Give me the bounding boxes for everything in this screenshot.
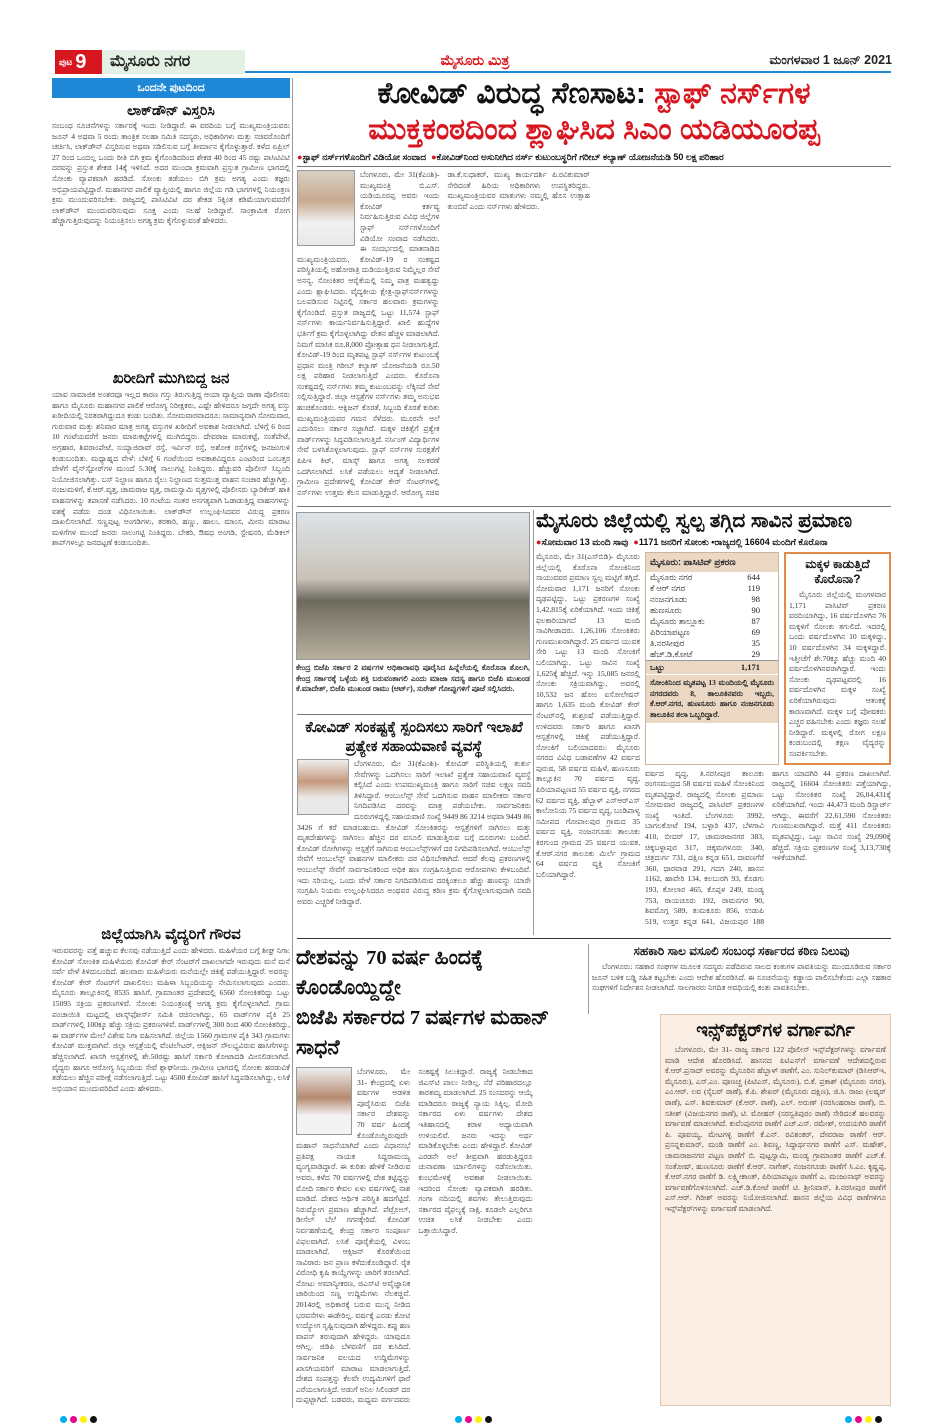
print-registration-marks bbox=[455, 1410, 495, 1428]
helpline-story bbox=[297, 718, 531, 935]
table-row bbox=[646, 583, 778, 594]
helpline-text: ಬೆಂಗಳೂರು, ಮೇ 31(ಕೆಎಂಶಿ)- ಕೋವಿಡ್ ಪರಿಸ್ಥಿತಿಯಲ್ಲಿ ತುರ್ತು ಸೇವೆಗಳನ್ನು ಒದಗಿಸಲು ಸಾರಿಗೆ ಇಲಾಖೆ ಪ್ರತ್ಯೇಕ ಸಹಾಯವಾಣಿ ವ್ಯವಸ್ಥೆ ಕಲ್ಪಿಸಿದೆ ಎಂದು ಉಪಮುಖ್ಯಮಂತ್ರಿ ಹಾಗೂ ಸಾರಿಗೆ ಸಚಿವ ಲಕ್ಷ್ಮಣ ಸವದಿ ತಿಳಿಸಿದ್ದಾರೆ. ಆಂಬುಲೆನ್ಸ್ ಸೇವೆ ಒದಗಿಸುವ ವಾಹನ ಮಾಲೀಕರು ಸರ್ಕಾರ ನಿಗದಿಪಡಿಸಿದ ದರವನ್ನು ಮಾತ್ರ ಪಡೆಯಬೇಕು. ಸಾರ್ವಜನಿಕರು ದೂರುಗಳಿದ್ದಲ್ಲಿ ಸಹಾಯವಾಣಿ ಸಂಖ್ಯೆ 9449 86 3214 ಅಥವಾ 9449 86 3426 ಗೆ ಕರೆ ಮಾಡಬಹುದು. ಕೋವಿಡ್ ಸೋಂಕಿತರನ್ನು ಆಸ್ಪತ್ರೆಗಳಿಗೆ ಸಾಗಿಸಲು ಮತ್ತು ಮೃತದೇಹಗಳನ್ನು ಸಾಗಿಸಲು ಹೆಚ್ಚಿನ ದರ ವಸೂಲಿ ಮಾಡುತ್ತಿರುವ ಬಗ್ಗೆ ದೂರುಗಳು ಬಂದಿವೆ. ಕೋವಿಡ್ ರೋಗಿಗಳನ್ನು ಆಸ್ಪತ್ರೆಗೆ ಸಾಗಿಸುವ ಆಂಬುಲೆನ್ಸ್‌ಗಳಿಗೆ ದರ ನಿಗದಿಪಡಿಸಲಾಗಿದೆ. ಆಂಬುಲೆನ್ಸ್ ಸೇವೆಗೆ ಆಂಬುಲೆನ್ಸ್ ವಾಹನಗಳ ಮಾಲೀಕರು ದರ ವಿಧಿಸಬೇಕಾಗಿದೆ. ಆದರೆ ಕೆಲವು ಪ್ರಕರಣಗಳಲ್ಲಿ ಆಂಬುಲೆನ್ಸ್ ಸೇವೆಗೆ ಸಾರ್ವಜನಿಕರಿಂದ ಅಧಿಕ ಹಣ ಸಂಗ್ರಹಿಸುತ್ತಿರುವ ಆರೋಪಗಳು ಕೇಳಿಬಂದಿವೆ. ಇದು ಸರಿಯಲ್ಲ. ಒಂದು ವೇಳೆ ಸರ್ಕಾರ ನಿಗದಿಪಡಿಸಿರುವ ದರಕ್ಕಿಂತಲೂ ಹೆಚ್ಚು ಹಣವನ್ನು ಯಾರೇ ಸಂಗ್ರಹಿಸಿ ನಿಯಮ ಉಲ್ಲಂಘಿಸಿದರೂ ಅಂಥವರ ವಿರುದ್ಧ ಕಠಿಣ ಕ್ರಮ ಕೈಗೊಳ್ಳಲಾಗುವುದಾಗಿ ಸವದಿ ಅವರು ಎಚ್ಚರಿಕೆ ನೀಡಿದ್ದಾರೆ. bbox=[297, 759, 531, 906]
table-title: ಮೈಸೂರು: ಪಾಸಿಟಿವ್ ಪ್ರಕರಣ bbox=[646, 553, 778, 572]
bjp-headline-line-2: ಬಿಜೆಪಿ ಸರ್ಕಾರದ 7 ವರ್ಷಗಳ ಮಹಾನ್ ಸಾಧನೆ bbox=[296, 1007, 550, 1059]
case-count: 29 bbox=[751, 649, 760, 659]
kids-corona-box bbox=[784, 552, 891, 765]
bjp-cow-worship-photo bbox=[296, 512, 530, 660]
from-page-one-banner: ಒಂದನೇ ಪುಟದಿಂದ bbox=[52, 78, 290, 98]
place-name: ನಂಜನಗೂಡು bbox=[650, 594, 688, 604]
section-name: ಮೈಸೂರು ನಗರ bbox=[102, 50, 245, 74]
page-label: ಪುಟ bbox=[59, 56, 73, 67]
table-row bbox=[646, 605, 778, 616]
place-name: ಮೈಸೂರು ನಗರ bbox=[650, 572, 693, 582]
article-title: ಖರೀದಿಗೆ ಮುಗಿಬಿದ್ದ ಜನ bbox=[112, 370, 230, 387]
bjp-story bbox=[296, 943, 655, 1406]
transfers-body: ಬೆಂಗಳೂರು, ಮೇ 31- ರಾಜ್ಯ ಸರ್ಕಾರ 122 ಪೊಲೀಸ್ ಇನ್ಸ್‌ಪೆಕ್ಟರ್‌ಗಳನ್ನು ವರ್ಗಾವಣೆ ಮಾಡಿ ಆದೇಶ ಹೊರಡಿಸಿದೆ. ಹಾಸನದ ಪಿಟಿಎಸ್‌ಗೆ ವರ್ಗಾವಣೆ ಆದೇಶದಲ್ಲಿರುವ ಕೆ.ಆರ್.ಪ್ರಸಾದ್ ಅವರನ್ನು ಮೈಸೂರಿನ ಹೆಬ್ಬಾಳ್ ಠಾಣೆಗೆ, ಎಂ. ಸುನಿಲ್‌ಕುಮಾರ್ (ಡಿಸಿಆರ್‌ಇ, ಮೈಸೂರು), ಎಸ್.ಎಂ. ಪೂಣಚ್ಚ (ಪಿಟಿಎಸ್, ಮೈಸೂರು), ಬಿ.ಕೆ. ಪ್ರಕಾಶ್ (ಮೈಸೂರು ನಗರ), ಎಂ.ಆರ್. ಲವ (ಸೈಬರ್ ಠಾಣೆ), ಕೆ.ಪಿ. ಶೇಖರ್ (ಮೈಸೂರು ದಕ್ಷಿಣ), ಜಿ.ಸಿ. ರಾಜು (ಲಷ್ಕರ್ ಠಾಣೆ), ಎಸ್. ಶಿವಕುಮಾರ್ (ಕೆ.ಆರ್. ಠಾಣೆ), ಎಲ್. ಅರುಣ್ (ನರಸಿಂಹರಾಜ ಠಾಣೆ), ಬಿ. ಸತೀಶ್ (ವಿಜಯನಗರ ಠಾಣೆ), ಟಿ. ಮೋಹನ್ (ಸರಸ್ವತಿಪುರಂ ಠಾಣೆ) ಸೇರಿದಂತೆ ಹಲವರನ್ನು ವರ್ಗಾವಣೆ ಮಾಡಲಾಗಿದೆ. ಕುವೆಂಪುನಗರ ಠಾಣೆಗೆ ಎಚ್.ಎಸ್. ರಮೇಶ್, ಉದಯಗಿರಿ ಠಾಣೆಗೆ ಪಿ. ಪೂವಯ್ಯ, ಮೇಟಗಳ್ಳಿ ಠಾಣೆಗೆ ಕೆ.ಎನ್. ರವಿಶಂಕರ್, ದೇವರಾಜ ಠಾಣೆಗೆ ಆರ್. ಪ್ರಸನ್ನಕುಮಾರ್, ಮಂಡಿ ಠಾಣೆಗೆ ಎಂ. ಶಿವಣ್ಣ, ಸಿದ್ಧಾರ್ಥನಗರ ಠಾಣೆಗೆ ಎಸ್. ಮಹೇಶ್, ಚಾಮರಾಜನಗರ ಪಟ್ಟಣ ಠಾಣೆಗೆ ಬಿ. ಪುಟ್ಟಸ್ವಾಮಿ, ಮಂಡ್ಯ ಗ್ರಾಮಾಂತರ ಠಾಣೆಗೆ ಎಚ್.ಕೆ. ಸಂತೋಷ್, ಹುಣಸೂರು ಠಾಣೆಗೆ ಕೆ.ಆರ್. ನಾಗೇಶ್, ನಂಜನಗೂಡು ಠಾಣೆಗೆ ಸಿ.ಎಂ. ಕೃಷ್ಣಪ್ಪ, ಕೆ.ಆರ್.ನಗರ ಠಾಣೆಗೆ ಡಿ. ಲಕ್ಷ್ಮೀಕಾಂತ್, ಪಿರಿಯಾಪಟ್ಟಣ ಠಾಣೆಗೆ ಎ. ಮಂಜುನಾಥ್ ಅವರನ್ನು ವರ್ಗಾವಣೆಗೊಳಿಸಲಾಗಿದೆ. ಎಚ್.ಡಿ.ಕೋಟೆ ಠಾಣೆಗೆ ಟಿ. ಶ್ರೀನಿವಾಸ್, ತಿ.ನರಸೀಪುರ ಠಾಣೆಗೆ ಎಸ್.ಆರ್. ಗಿರೀಶ್ ಅವರನ್ನು ನಿಯೋಜಿಸಲಾಗಿದೆ. ಹಾಸನ ಜಿಲ್ಲೆಯ ವಿವಿಧ ಠಾಣೆಗಳಿಗೂ ಇನ್ಸ್‌ಪೆಕ್ಟರ್‌ಗಳನ್ನು ವರ್ಗಾವಣೆ ಮಾಡಲಾಗಿದೆ. bbox=[665, 1045, 886, 1213]
article-body: ಸಂಬಂಧ ಸೂಚನೆಗಳನ್ನು ಸರ್ಕಾರಕ್ಕೆ ಇಂದು ನೀಡಿದ್ದಾರೆ. ಈ ವರದಿಯ ಬಗ್ಗೆ ಮುಖ್ಯಮಂತ್ರಿಯವರು ಜೂನ್ 4 ಅಥವಾ 5 ರಂದು ತಾಂತ್ರಿಕ ಸಲಹಾ ಸಮಿತಿ ಸದಸ್ಯರು, ಅಧಿಕಾರಿಗಳು ಮತ್ತು ಸಚಿವರೊಂದಿಗೆ ಚರ್ಚಿಸಿ, ಲಾಕ್‌ಡೌನ್ ವಿಸ್ತರಿಸುವ ಅಥವಾ ಸಡಿಲಿಸುವ ಬಗ್ಗೆ ತೀರ್ಮಾನ ಕೈಗೊಳ್ಳುತ್ತಾರೆ. ಕಳೆದ ಏಪ್ರಿಲ್ 27 ರಿಂದ ಒಂದಲ್ಲ ಒಂದು ರೀತಿ ಬಿಗಿ ಕ್ರಮ ಕೈಗೊಂಡಿದರಿಂದ ಶೇಕಡ 40 ರಿಂದ 45 ರಷ್ಟು ಪಾಸಿಟಿವಿಟಿ ದರವನ್ನು ಪ್ರಸ್ತುತ ಶೇಕಡ 14ಕ್ಕೆ ಇಳಿಸಿದೆ. ಅದರ ಮುಂದಾ ಕ್ರಮವಾಗಿ ಪ್ರಸ್ತುತ ಗ್ರಾಮೀಣ ಭಾಗದಲ್ಲಿ ಸೋಂಕು ವ್ಯಾಪಕವಾಗಿ ಹರಡಿದೆ. ಸೋಂಕು ತಡೆಯಲು ಬಿಗಿ ಕ್ರಮ ಅಗತ್ಯ ಎಂದು ತಜ್ಞರು ಅಭಿಪ್ರಾಯಪಟ್ಟಿದ್ದಾರೆ. ಮಹಾನಗರ ಪಾಲಿಕೆ ವ್ಯಾಪ್ತಿಯಲ್ಲಿ ಹಾಗೂ ಜಿಲ್ಲೆಯ ಗಡಿ ಭಾಗಗಳಲ್ಲಿ ನಿಯಂತ್ರಣ ಕ್ರಮ ಮುಂದುವರಿಸಬೇಕು. ರಾಜ್ಯದಲ್ಲಿ ಪಾಸಿಟಿವಿಟಿ ದರ ಶೇಕಡ 5ಕ್ಕಿಂತ ಕಡಿಮೆಯಾಗುವವರೆಗೆ ಲಾಕ್‌ಡೌನ್ ಮುಂದುವರಿಸುವುದು ಸೂಕ್ತ ಎಂದು ಸಲಹೆ ನೀಡಿದ್ದಾರೆ. ಸಾಂಕ್ರಾಮಿಕ ರೋಗ ಹೆಚ್ಚಾಗುತ್ತಿರುವುದನ್ನು ನಿಯಂತ್ರಿಸಲು ಅಗತ್ಯ ಕ್ರಮ ಕೈಗೊಳ್ಳುವಂತೆ ಹೇಳಿದರು. bbox=[52, 121, 290, 226]
page-number: 9 bbox=[75, 50, 87, 73]
lead-headline bbox=[297, 76, 891, 148]
deaths-subheads: ●ಸೋಮವಾರ 13 ಮಂದಿ ಸಾವು ●1171 ಜನರಿಗೆ ಸೋಂಕು •ರಾಜ್ಯದಲ್ಲಿ 16604 ಮಂದಿಗೆ ಕೊರೊನಾ bbox=[536, 537, 828, 547]
case-count: 644 bbox=[747, 572, 760, 582]
deaths-subhead: ಸೋಮವಾರ 13 ಮಂದಿ ಸಾವು bbox=[541, 537, 629, 547]
deaths-body: ಮೈಸೂರು, ಮೇ 31(ಎಸ್‌ಬಿಡಿ)- ಮೈಸೂರು ಜಿಲ್ಲೆಯಲ್ಲಿ ಕೊರೊನಾ ಸೋಂಕಿನಿಂದ ಸಾಯುವವರ ಪ್ರಮಾಣ ಸ್ವಲ್ಪ ಮಟ್ಟಿಗೆ ತಗ್ಗಿದೆ. ಸೋಮವಾರ 1,171 ಜನರಿಗೆ ಸೋಂಕು ದೃಢಪಟ್ಟಿದ್ದು, ಒಟ್ಟು ಪ್ರಕರಣಗಳ ಸಂಖ್ಯೆ 1,42,815ಕ್ಕೆ ಏರಿಕೆಯಾಗಿದೆ. ಇಂದು ಚಿಕಿತ್ಸೆ ಫಲಕಾರಿಯಾಗದೆ 13 ಮಂದಿ ಸಾವಿಗೀಡಾದರು. 1,26,106 ಸೋಂಕಿತರು ಗುಣಮುಖರಾಗಿದ್ದಾರೆ. 25 ವರ್ಷದ ಯುವಕ ಸೇರಿ ಒಟ್ಟು 13 ಮಂದಿ ಸೋಂಕಿಗೆ ಬಲಿಯಾಗಿದ್ದು, ಒಟ್ಟು ಸಾವಿನ ಸಂಖ್ಯೆ 1,625ಕ್ಕೆ ಹೆಚ್ಚಿದೆ. ಇನ್ನು 15,085 ಜನರಲ್ಲಿ ಸೋಂಕು ಸಕ್ರಿಯವಾಗಿದ್ದು, ಅವರಲ್ಲಿ 10,532 ಜನ ಹೋಂ ಐಸೋಲೇಷನ್ ಹಾಗೂ 1,635 ಮಂದಿ ಕೋವಿಡ್ ಕೇರ್ ಸೆಂಟರ್‌ನಲ್ಲಿ ಶುಶ್ರೂಷೆ ಪಡೆಯುತ್ತಿದ್ದಾರೆ. ಉಳಿದವರು ಸರ್ಕಾರಿ ಹಾಗೂ ಖಾಸಗಿ ಆಸ್ಪತ್ರೆಗಳಲ್ಲಿ ಚಿಕಿತ್ಸೆ ಪಡೆಯುತ್ತಿದ್ದಾರೆ. ಸೋಂಕಿಗೆ ಬಲಿಯಾದವರು: ಮೈಸೂರು ನಗರದ ವಿವಿಧ ಬಡಾವಣೆಗಳ 42 ವರ್ಷದ ಪುರುಷ, 58 ವರ್ಷದ ಮಹಿಳೆ, ಹುಣಸೂರು ತಾಲ್ಲೂಕಿನ 70 ವರ್ಷದ ವೃದ್ಧ, ಪಿರಿಯಾಪಟ್ಟಣದ 55 ವರ್ಷದ ವ್ಯಕ್ತಿ, ನಗರದ 62 ವರ್ಷದ ವ್ಯಕ್ತಿ, ಹೆಬ್ಬಾಳ್ ಎಸ್‌ಆರ್‌ಎಸ್ ಕಾಲೋನಿಯ 75 ವರ್ಷದ ವೃದ್ಧ, ಬಂಡಿಪಾಳ್ಯ ಸಮೀಪದ ಗೋಪಾಲಪುರ ಗ್ರಾಮದ 35 ವರ್ಷದ ವ್ಯಕ್ತಿ, ನಂಜನಗೂಡು ತಾಲೂಕು ಕಿರಗುಂದ ಗ್ರಾಮದ 25 ವರ್ಷದ ಯುವಕ, ಕೆ.ಆರ್.ನಗರ ತಾಲೂಕು ಮಿರ್ಲೆ ಗ್ರಾಮದ 64 ವರ್ಷದ ವ್ಯಕ್ತಿ ಸೋಂಕಿಗೆ ಬಲಿಯಾಗಿದ್ದಾರೆ. bbox=[536, 552, 640, 879]
deaths-right-area bbox=[645, 552, 891, 935]
photo-caption: ಕೇಂದ್ರ ಬಿಜೆಪಿ ಸರ್ಕಾರ 2 ವರ್ಷಗಳ ಅಧಿಕಾರಾವಧಿ ಪೂರೈಸಿದ ಹಿನ್ನೆಲೆಯಲ್ಲಿ ಕೊರೊನಾ ತೊಲಗಿ, ಕೇಂದ್ರ ಸರ್ಕಾರಕ್ಕೆ ಒಳ್ಳೆಯ ಶಕ್ತಿ ಬರುವಂತಾಗಲಿ ಎಂದು ಮಾಜಾ ಸದಸ್ಯ ಹಾಗೂ ಬಿಜೆಪಿ ಮುಖಂಡ ಕೆ.ಮಾದೇಶ್, ಬಿಜೆಪಿ ಮುಖಂಡ ರಾಮು (ಆರ್ಟ್), ಸುರೇಶ್ ಗೋಪ್ಪುಗಳಿಗೆ ಪೂಜೆ ಸಲ್ಲಿಸಿದರು. bbox=[296, 663, 530, 694]
photo-block bbox=[296, 512, 530, 712]
table-total-row bbox=[646, 660, 778, 674]
lead-rule bbox=[297, 166, 891, 167]
positive-cases-table bbox=[645, 552, 779, 765]
case-count: 69 bbox=[751, 627, 760, 637]
table-row bbox=[646, 572, 778, 583]
section-rule bbox=[297, 938, 891, 939]
table-row bbox=[646, 627, 778, 638]
transfers-box bbox=[660, 1014, 891, 1406]
kids-box-body: ಮೈಸೂರು ಜಿಲ್ಲೆಯಲ್ಲಿ ಮಂಗಳವಾರ 1,171 ಪಾಸಿಟಿವ್ ಪ್ರಕರಣ ವರದಿಯಾಗಿದ್ದು, 16 ವರ್ಷದೊಳಗಿನ 76 ಮಕ್ಕಳಿಗೆ ಸೋಂಕು ತಗುಲಿದೆ. ಇದರಲ್ಲಿ ಒಂದು ವರ್ಷದೊಳಗಿನ 10 ಮಕ್ಕಳಿದ್ದು, 10 ವರ್ಷದೊಳಗಿನ 34 ಮಕ್ಕಳಿದ್ದಾರೆ. ಇತ್ತೀಚೆಗೆ ಶೇ.70ಕ್ಕೂ ಹೆಚ್ಚು ಮಂದಿ 40 ವರ್ಷದೊಳಗಿನವರಾಗಿದ್ದಾರೆ. ಇಂದು ಸೋಂಕು ದೃಢಪಟ್ಟವರಲ್ಲಿ 16 ವರ್ಷದೊಳಗಿನ ಮಕ್ಕಳ ಸಂಖ್ಯೆ ಏರಿಕೆಯಾಗಿರುವುದು ಆತಂಕಕ್ಕೆ ಕಾರಣವಾಗಿದೆ. ಮಕ್ಕಳ ಬಗ್ಗೆ ಪೋಷಕರು ಎಚ್ಚರ ವಹಿಸಬೇಕು ಎಂದು ತಜ್ಞರು ಸಲಹೆ ನೀಡಿದ್ದಾರೆ. ಮಕ್ಕಳಲ್ಲಿ ರೋಗ ಲಕ್ಷಣ ಕಂಡುಬಂದಲ್ಲಿ ತಕ್ಷಣ ವೈದ್ಯರನ್ನು ಸಂಪರ್ಕಿಸಬೇಕು. bbox=[789, 590, 886, 758]
lead-article-body bbox=[297, 170, 891, 504]
table-row bbox=[646, 594, 778, 605]
bjp-headline-line-1: ದೇಶವನ್ನು 70 ವರ್ಷ ಹಿಂದಕ್ಕೆ ಕೊಂಡೊಯ್ದಿದ್ದೇ bbox=[296, 947, 484, 999]
column-divider bbox=[588, 944, 589, 1014]
bjp-text: ಬೆಂಗಳೂರು, ಮೇ 31- ಕೇಂದ್ರದಲ್ಲಿ ಏಳು ವರ್ಷಗಳ ಆಡಳಿತ ಪೂರೈಸಿರುವ ಬಿಜೆಪಿ ಸರ್ಕಾರ ದೇಶವನ್ನು 70 ವರ್ಷ ಹಿಂದಕ್ಕೆ ಕೊಂಡೊಯ್ದಿರುವುದೇ ಮಹಾನ್ ಸಾಧನೆಯಾಗಿದೆ ಎಂದು ವಿಧಾನಸಭೆ ಪ್ರತಿಪಕ್ಷ ನಾಯಕ ಸಿದ್ದರಾಮಯ್ಯ ವ್ಯಂಗ್ಯವಾಡಿದ್ದಾರೆ. ಈ ಕುರಿತು ಹೇಳಿಕೆ ನೀಡಿರುವ ಅವರು, ಕಳೆದ 70 ವರ್ಷಗಳಲ್ಲಿ ದೇಶ ಕಟ್ಟಿದ್ದನ್ನು ಮೋದಿ ಸರ್ಕಾರ ಕೇವಲ ಏಳು ವರ್ಷಗಳಲ್ಲಿ ನಾಶ ಮಾಡಿದೆ. ದೇಶದ ಆರ್ಥಿಕ ಪರಿಸ್ಥಿತಿ ಹದಗೆಟ್ಟಿದೆ. ನಿರುದ್ಯೋಗ ಪ್ರಮಾಣ ಹೆಚ್ಚಾಗಿದೆ. ಪೆಟ್ರೋಲ್, ಡೀಸೆಲ್ ಬೆಲೆ ಗಗನಕ್ಕೇರಿದೆ. ಕೋವಿಡ್ ನಿರ್ವಹಣೆಯಲ್ಲಿ ಕೇಂದ್ರ ಸರ್ಕಾರ ಸಂಪೂರ್ಣ ವಿಫಲವಾಗಿದೆ. ಲಸಿಕೆ ಪೂರೈಕೆಯಲ್ಲಿ ವಿಳಂಬ ಮಾಡಲಾಗಿದೆ. ಆಕ್ಸಿಜನ್ ಕೊರತೆಯಿಂದ ಸಾವಿರಾರು ಜನ ಪ್ರಾಣ ಕಳೆದುಕೊಂಡಿದ್ದಾರೆ. ರೈತ ವಿರೋಧಿ ಕೃಷಿ ಕಾಯ್ದೆಗಳನ್ನು ಜಾರಿಗೆ ತರಲಾಗಿದೆ. ನೋಟು ಅಮಾನ್ಯೀಕರಣ, ಜಿಎಸ್‌ಟಿ ಅವೈಜ್ಞಾನಿಕ ಜಾರಿಯಿಂದ ಸಣ್ಣ ಉದ್ದಿಮೆಗಳು ನೆಲಕಚ್ಚಿವೆ. 2014ರಲ್ಲಿ ಅಧಿಕಾರಕ್ಕೆ ಬರುವ ಮುನ್ನ ನೀಡಿದ ಭರವಸೆಗಳು ಈಡೇರಿಲ್ಲ. ವರ್ಷಕ್ಕೆ ಎರಡು ಕೋಟಿ ಉದ್ಯೋಗ ಸೃಷ್ಟಿಸುವುದಾಗಿ ಹೇಳಿದ್ದರು. ಕಪ್ಪು ಹಣ ವಾಪಸ್ ತರುವುದಾಗಿ ಹೇಳಿದ್ದರು. ಯಾವುದೂ ಆಗಿಲ್ಲ. ಜಿಡಿಪಿ ಬೆಳವಣಿಗೆ ದರ ಕುಸಿದಿದೆ. ಸಾರ್ವಜನಿಕ ವಲಯದ ಉದ್ದಿಮೆಗಳನ್ನು ಖಾಸಗಿಯವರಿಗೆ ಮಾರಾಟ ಮಾಡಲಾಗುತ್ತಿದೆ. ದೇಶದ ಸಂಪತ್ತನ್ನು ಕೆಲವೇ ಉದ್ಯಮಿಗಳಿಗೆ ಧಾರೆ ಎರೆಯಲಾಗುತ್ತಿದೆ. ಅಡುಗೆ ಅನಿಲ ಸಿಲಿಂಡರ್ ದರ ದುಪ್ಪಟ್ಟಾಗಿದೆ. ಬಡವರು, ಮಧ್ಯಮ ವರ್ಗದವರು ಸಂಕಷ್ಟಕ್ಕೆ ಸಿಲುಕಿದ್ದಾರೆ. ರಾಜ್ಯಕ್ಕೆ ನೀಡಬೇಕಾದ ಜಿಎಸ್‌ಟಿ ಪಾಲು ನೀಡಿಲ್ಲ. ನೆರೆ ಪರಿಹಾರದಲ್ಲೂ ತಾರತಮ್ಯ ಮಾಡಲಾಗಿದೆ. 25 ಸಂಸದರನ್ನು ಆಯ್ಕೆ ಮಾಡಿದರೂ ರಾಜ್ಯಕ್ಕೆ ನ್ಯಾಯ ಸಿಕ್ಕಿಲ್ಲ. ಮೋದಿ ಸರ್ಕಾರದ ಏಳು ವರ್ಷಗಳು ದೇಶದ ಇತಿಹಾಸದಲ್ಲಿ ಕರಾಳ ಅಧ್ಯಾಯವಾಗಿ ಉಳಿಯಲಿವೆ. ಜನರು ಇದನ್ನು ಅರ್ಥ ಮಾಡಿಕೊಳ್ಳಬೇಕು ಎಂದು ಹೇಳಿದ್ದಾರೆ. ಕೋವಿಡ್ ಎರಡನೇ ಅಲೆ ತೀವ್ರವಾಗಿ ಹರಡುತ್ತಿದ್ದರೂ ಚುನಾವಣಾ ರ್ಯಾಲಿಗಳನ್ನು ನಡೆಸಲಾಯಿತು. ಕುಂಭಮೇಳಕ್ಕೆ ಅವಕಾಶ ನೀಡಲಾಯಿತು. ಇದರಿಂದ ಸೋಂಕು ವ್ಯಾಪಕವಾಗಿ ಹರಡಿತು. ಗಂಗಾ ನದಿಯಲ್ಲಿ ಶವಗಳು ತೇಲುತ್ತಿರುವುದು ಸರ್ಕಾರದ ವೈಫಲ್ಯಕ್ಕೆ ಸಾಕ್ಷಿ. ಕೂಡಲೇ ಎಲ್ಲರಿಗೂ ಉಚಿತ ಲಸಿಕೆ ನೀಡಬೇಕು ಎಂದು ಒತ್ತಾಯಿಸಿದ್ದಾರೆ. bbox=[296, 1067, 533, 1405]
lead-article-text: ಬೆಂಗಳೂರು, ಮೇ 31(ಕೆಎಂಶಿ)- ಮುಖ್ಯಮಂತ್ರಿ ಬಿ.ಎಸ್. ಯಡಿಯೂರಪ್ಪ ಅವರು ಇಂದು ಕೋವಿಡ್ ಕರ್ತವ್ಯ ನಿರ್ವಹಿಸುತ್ತಿರುವ ವಿವಿಧ ಜಿಲ್ಲೆಗಳ ಸ್ಟಾಫ್ ನರ್ಸ್‌ಗಳೊಂದಿಗೆ ವಿಡಿಯೋ ಸಂವಾದ ನಡೆಸಿದರು. ಈ ಸಂದರ್ಭದಲ್ಲಿ ಮಾತನಾಡಿದ ಮುಖ್ಯಮಂತ್ರಿಯವರು, ಕೋವಿಡ್-19 ರ ಸಂಕಷ್ಟದ ಪರಿಸ್ಥಿತಿಯಲ್ಲಿ ಅಹೋರಾತ್ರಿ ದುಡಿಯುತ್ತಿರುವ ನಿಮ್ಮೆಲ್ಲರ ಸೇವೆ ಅನನ್ಯ. ಸೋಂಕಿತರ ಆರೈಕೆಯಲ್ಲಿ ನಿಮ್ಮ ಪಾತ್ರ ಮಹತ್ವದ್ದು ಎಂದು ಶ್ಲಾಘಿಸಿದರು. ವೈದ್ಯಕೀಯ ಕ್ಷೇತ್ರ-ಸ್ಟಾಫ್‌ನರ್ಸ್‌ಗಳನ್ನು ಬಲಪಡಿಸುವ ನಿಟ್ಟಿನಲ್ಲಿ ಸರ್ಕಾರ ಹಲವಾರು ಕ್ರಮಗಳನ್ನು ಕೈಗೊಂಡಿದೆ. ಪ್ರಸ್ತುತ ರಾಜ್ಯದಲ್ಲಿ ಒಟ್ಟು 11,574 ಸ್ಟಾಫ್ ನರ್ಸ್‌ಗಳು ಕಾರ್ಯನಿರ್ವಹಿಸುತ್ತಿದ್ದಾರೆ. ಖಾಲಿ ಹುದ್ದೆಗಳ ಭರ್ತಿಗೆ ಕ್ರಮ ಕೈಗೊಳ್ಳಲಾಗಿದ್ದು ವೇತನ ಹೆಚ್ಚಳ ಮಾಡಲಾಗಿದೆ. ನಿಮಗೆ ಮಾಸಿಕ ರೂ.8,000 ಪ್ರೋತ್ಸಾಹ ಧನ ನೀಡಲಾಗುತ್ತಿದೆ. ಕೋವಿಡ್-19 ರಿಂದ ಮೃತಪಟ್ಟ ಸ್ಟಾಫ್ ನರ್ಸ್‌ಗಳ ಕುಟುಂಬಕ್ಕೆ ಪ್ರಧಾನ ಮಂತ್ರಿ ಗರೀಬ್ ಕಲ್ಯಾಣ್ ಯೋಜನೆಯಡಿ ರೂ.50 ಲಕ್ಷ ಪರಿಹಾರ ನೀಡಲಾಗುತ್ತಿದೆ ಎಂದರು. ಕೊರೊನಾ ಸಂಕಷ್ಟದಲ್ಲಿ ನರ್ಸ್‌ಗಳು ತಮ್ಮ ಕುಟುಂಬವನ್ನು ಲೆಕ್ಕಿಸದೆ ಸೇವೆ ಸಲ್ಲಿಸುತ್ತಿದ್ದಾರೆ. ಜಿಲ್ಲಾ ಆಸ್ಪತ್ರೆಗಳ ನರ್ಸ್‌ಗಳು ತಮ್ಮ ಅನುಭವ ಹಂಚಿಕೊಂಡರು. ಆಕ್ಸಿಜನ್ ಕೊರತೆ, ಸಿಬ್ಬಂದಿ ಕೊರತೆ ಕುರಿತು ಮುಖ್ಯಮಂತ್ರಿಯವರ ಗಮನ ಸೆಳೆದರು. ಮೂರನೇ ಅಲೆ ಎದುರಿಸಲು ಸರ್ಕಾರ ಸಜ್ಜಾಗಿದೆ. ಮಕ್ಕಳ ಚಿಕಿತ್ಸೆಗೆ ಪ್ರತ್ಯೇಕ ವಾರ್ಡ್‌ಗಳನ್ನು ಸಿದ್ಧಪಡಿಸಲಾಗುತ್ತಿದೆ. ನರ್ಸಿಂಗ್ ವಿದ್ಯಾರ್ಥಿಗಳ ಸೇವೆ ಬಳಸಿಕೊಳ್ಳಲಾಗುವುದು. ಸ್ಟಾಫ್ ನರ್ಸ್‌ಗಳ ಸುರಕ್ಷತೆಗೆ ಪಿಪಿಇ ಕಿಟ್, ಮಾಸ್ಕ್ ಹಾಗೂ ಅಗತ್ಯ ಸಲಕರಣೆ ಒದಗಿಸಲಾಗಿದೆ. ಲಸಿಕೆ ಪಡೆಯಲು ಆದ್ಯತೆ ನೀಡಲಾಗಿದೆ. ಗ್ರಾಮೀಣ ಪ್ರದೇಶಗಳಲ್ಲಿ ಕೋವಿಡ್ ಕೇರ್ ಸೆಂಟರ್‌ಗಳಲ್ಲಿ ನರ್ಸ್‌ಗಳು ಉತ್ತಮ ಕೆಲಸ ಮಾಡುತ್ತಿದ್ದಾರೆ. ಆರೋಗ್ಯ ಸಚಿವ ಡಾ.ಕೆ.ಸುಧಾಕರ್, ಮುಖ್ಯ ಕಾರ್ಯದರ್ಶಿ ಪಿ.ರವಿಕುಮಾರ್ ಸೇರಿದಂತೆ ಹಿರಿಯ ಅಧಿಕಾರಿಗಳು ಉಪಸ್ಥಿತರಿದ್ದರು. ಮುಖ್ಯಮಂತ್ರಿಯವರ ಮಾತುಗಳು ನಮ್ಮಲ್ಲಿ ಹೊಸ ಉತ್ಸಾಹ ತುಂಬಿವೆ ಎಂದು ನರ್ಸ್‌ಗಳು ಹೇಳಿದರು. bbox=[297, 170, 590, 497]
lead-headline-black: ಕೋವಿಡ್ ವಿರುದ್ಧ ಸೆಣಸಾಟ: bbox=[377, 77, 646, 110]
table-row bbox=[646, 638, 778, 649]
case-count: 98 bbox=[751, 594, 760, 604]
case-count: 90 bbox=[751, 605, 760, 615]
table-note: ಸೋಂಕಿನಿಂದ ಮೃತಪಟ್ಟ 13 ಮಂದಿಯಲ್ಲಿ ಮೈಸೂರು ನಗರದವರು 8, ತಾಲೂಕಿನವರು ಇಬ್ಬರು, ಕೆ.ಆರ್.ನಗರ, ಹುಣಸೂರು ಹಾಗೂ ನಂಜನಗೂಡು ತಾಲೂಕಿನ ತಲಾ ಒಬ್ಬರಿದ್ದಾರೆ. bbox=[646, 674, 778, 723]
case-count: 87 bbox=[751, 616, 760, 626]
place-name: ಮೈಸೂರು ತಾಲ್ಲೂಕು bbox=[650, 616, 705, 626]
print-registration-marks bbox=[845, 1410, 885, 1428]
print-registration-marks bbox=[60, 1410, 100, 1428]
cm-portrait-photo bbox=[297, 170, 355, 246]
siddaramaiah-portrait-photo bbox=[296, 1067, 352, 1135]
coop-story bbox=[592, 944, 891, 1012]
column-divider bbox=[292, 78, 293, 1408]
place-name: ಪಿರಿಯಾಪಟ್ಟಣ bbox=[650, 627, 690, 637]
deaths-columns bbox=[536, 552, 891, 935]
helpline-headline: ಕೋವಿಡ್ ಸಂಕಷ್ಟಕ್ಕೆ ಸ್ಪಂದಿಸಲು ಸಾರಿಗೆ ಇಲಾಖೆ ಪ್ರತ್ಯೇಕ ಸಹಾಯವಾಣಿ ವ್ಯವಸ್ಥೆ bbox=[305, 719, 523, 755]
lead-headline-red: ಸ್ಟಾಫ್ ನರ್ಸ್‌ಗಳ bbox=[654, 77, 811, 110]
deaths-subhead: 1171 ಜನರಿಗೆ ಸೋಂಕು •ರಾಜ್ಯದಲ್ಲಿ 16604 ಮಂದಿಗೆ ಕೊರೊನಾ bbox=[638, 537, 828, 547]
lead-subhead: ಸ್ಟಾಫ್ ನರ್ಸ್‌ಗಳೊಂದಿಗೆ ವಿಡಿಯೋ ಸಂವಾದ bbox=[302, 152, 427, 162]
table-total-value: 1,171 bbox=[740, 662, 760, 672]
place-name: ಹೆಚ್.ಡಿ.ಕೋಟೆ bbox=[650, 649, 693, 659]
lead-subheads: ●ಸ್ಟಾಫ್ ನರ್ಸ್‌ಗಳೊಂದಿಗೆ ವಿಡಿಯೋ ಸಂವಾದ ●ಕೋವಿಡ್‌ನಿಂದ ಅಸುನೀಗಿದ ನರ್ಸ್ ಕುಟುಂಬಸ್ಥರಿಗೆ ಗರೀಬ್ ಕಲ್ಯಾಣ್ ಯೋಜನೆಯಡಿ 50 ಲಕ್ಷ ಪರಿಹಾರ bbox=[297, 152, 724, 162]
table-total-label: ಒಟ್ಟು bbox=[650, 662, 665, 672]
section-rule bbox=[297, 714, 532, 715]
minister-portrait-photo bbox=[297, 759, 349, 815]
place-name: ಕೆ ಆರ್ ನಗರ bbox=[650, 583, 686, 593]
table-row bbox=[646, 649, 778, 660]
kids-box-title: ಮಕ್ಕಳ ಕಾಡುತ್ತಿದೆ ಕೊರೊನಾ? bbox=[805, 557, 870, 586]
left-column bbox=[52, 78, 290, 1406]
lead-subhead: ಕೋವಿಡ್‌ನಿಂದ ಅಸುನೀಗಿದ ನರ್ಸ್ ಕುಟುಂಬಸ್ಥರಿಗೆ ಗರೀಬ್ ಕಲ್ಯಾಣ್ ಯೋಜನೆಯಡಿ 50 ಲಕ್ಷ ಪರಿಹಾರ bbox=[436, 152, 724, 162]
lead-story bbox=[297, 76, 891, 504]
deaths-story bbox=[536, 509, 891, 935]
article-title: ಲಾಕ್‌ಡೌನ್ ವಿಸ್ತರಿಸಿ bbox=[127, 102, 215, 118]
lead-headline-red-2: ಮುಕ್ತಕಂಠದಿಂದ ಶ್ಲಾಘಿಸಿದ ಸಿಎಂ ಯಡಿಯೂರಪ್ಪ bbox=[368, 113, 820, 146]
article-title: ಜಿಲ್ಲೆಯಾಗಿಸಿ ವೈದ್ಯರಿಗೆ ಗೌರವ bbox=[101, 926, 241, 943]
state-cases-body: ವರ್ಷದ ವೃದ್ಧ, ತಿ.ನರಸೀಪುರ ತಾಲೂಕು ರಂಗಸಮುದ್ರದ 58 ವರ್ಷದ ಮಹಿಳೆ ಸೋಂಕಿನಿಂದ ಮೃತಪಟ್ಟಿದ್ದಾರೆ. ರಾಜ್ಯದಲ್ಲಿ ಸೋಂಕು ಪ್ರಮಾಣ: ಸೋಮವಾರ ರಾಜ್ಯದಲ್ಲಿ ಪಾಸಿಟಿವ್ ಪ್ರಕರಣಗಳ ಸಂಖ್ಯೆ ಇಂತಿದೆ. ಬೆಂಗಳೂರು 3992, ಬಾಗಲಕೋಟೆ 194, ಬಳ್ಳಾರಿ 437, ಬೆಳಗಾವಿ 410, ಬೀದರ್ 17, ಚಾಮರಾಜನಗರ 383, ಚಿಕ್ಕಬಳ್ಳಾಪುರ 317, ಚಿಕ್ಕಮಗಳೂರು 340, ಚಿತ್ರದುರ್ಗ 731, ದಕ್ಷಿಣ ಕನ್ನಡ 651, ದಾವಣಗೆರೆ 360, ಧಾರವಾಡ 291, ಗದಗ 240, ಹಾಸನ 1162, ಹಾವೇರಿ 134, ಕಲಬುರಗಿ 93, ಕೊಡಗು 193, ಕೋಲಾರ 465, ಕೊಪ್ಪಳ 249, ಮಂಡ್ಯ 753, ರಾಯಚೂರು 192, ರಾಮನಗರ 90, ಶಿವಮೊಗ್ಗ 589, ತುಮಕೂರು 856, ಉಡುಪಿ 519, ಉತ್ತರ ಕನ್ನಡ 641, ವಿಜಯಪುರ 188 ಹಾಗೂ ಯಾದಗಿರಿ 44 ಪ್ರಕರಣ ದಾಖಲಾಗಿವೆ. ರಾಜ್ಯದಲ್ಲಿ 16604 ಸೋಂಕಿತರು ಪತ್ತೆಯಾಗಿದ್ದು, ಒಟ್ಟು ಸೋಂಕಿತರ ಸಂಖ್ಯೆ 26,04,431ಕ್ಕೆ ಏರಿಕೆಯಾಗಿದೆ. ಇಂದು 44,473 ಮಂದಿ ಡಿಸ್ಚಾರ್ಜ್ ಆಗಿದ್ದು, ಈವರೆಗೆ 22,61,590 ಸೋಂಕಿತರು ಗುಣಮುಖರಾಗಿದ್ದಾರೆ. ಮತ್ತೆ 411 ಸೋಂಕಿತರು ಮೃತಪಟ್ಟಿದ್ದು, ಒಟ್ಟು ಸಾವಿನ ಸಂಖ್ಯೆ 29,090ಕ್ಕೆ ಹೆಚ್ಚಿದೆ. ಸಕ್ರಿಯ ಪ್ರಕರಣಗಳ ಸಂಖ್ಯೆ 3,13,730ಕ್ಕೆ ಇಳಿಕೆಯಾಗಿದೆ. bbox=[645, 768, 891, 926]
column-divider bbox=[533, 510, 534, 935]
case-count: 35 bbox=[751, 638, 760, 648]
case-count: 119 bbox=[747, 583, 760, 593]
table-row bbox=[646, 616, 778, 627]
deaths-boxes-row bbox=[645, 552, 891, 765]
place-name: ಹುಣಸೂರು bbox=[650, 605, 682, 615]
bjp-headline bbox=[296, 943, 586, 1063]
place-name: ತಿ.ನರಸೀಪುರ bbox=[650, 638, 685, 648]
section-rule bbox=[297, 506, 891, 507]
header-rule bbox=[245, 71, 891, 73]
helpline-body bbox=[297, 759, 531, 935]
article-body: ಇರುವವರನ್ನು ಪತ್ತೆ ಹಚ್ಚುವ ಕೆಲಸವು ನಡೆಯುತ್ತಿದೆ ಎಂದು ಹೇಳಿದರು. ಮಹಿಳೆಯರ ಬಗ್ಗೆ ಶೀಘ್ರ ನಿಗಾ: ಕೋವಿಡ್ ಸೋಂಕಿತ ಮಹಿಳೆಯರು ಕೋವಿಡ್ ಕೇರ್ ಸೆಂಟರ್‌ಗೆ ದಾಖಲಾಗದೇ ಇರುವುದು ಮನೆ ಮನೆ ಸರ್ವೆ ವೇಳೆ ತಿಳಿದುಬಂದಿದೆ. ಹಲವಾರು ಮಹಿಳೆಯರು ಮನೆಯಲ್ಲೇ ಚಿಕಿತ್ಸೆ ಪಡೆಯುತ್ತಿದ್ದಾರೆ. ಅವರನ್ನು ಕೋವಿಡ್ ಕೇರ್ ಸೆಂಟರ್‌ಗೆ ದಾಖಲಿಸಲು ಮಹಿಳಾ ಸಿಬ್ಬಂದಿಯನ್ನು ನೇಮಿಸಲಾಗುವುದು ಎಂದರು. ಮೈಸೂರು ತಾಲ್ಲೂಕಿನಲ್ಲಿ 8535 ಹಾಸಿಗೆ, ಗ್ರಾಮಾಂತರ ಪ್ರದೇಶದಲ್ಲಿ 6560 ಸೋಂಕಿತರಿದ್ದು ಒಟ್ಟು 15095 ಸಕ್ರಿಯ ಪ್ರಕರಣಗಳಿವೆ. ಸೋಂಕು ನಿಯಂತ್ರಣಕ್ಕೆ ಅಗತ್ಯ ಕ್ರಮ ಕೈಗೊಳ್ಳಲಾಗಿದೆ. ಗ್ರಾಮ ಪಂಚಾಯಿತಿ ಮಟ್ಟದಲ್ಲಿ ಟಾಸ್ಕ್‌ಫೋರ್ಸ್ ಸಮಿತಿ ರಚಿಸಲಾಗಿದ್ದು, 65 ವಾರ್ಡ್‌ಗಳ ಪೈಕಿ 25 ವಾರ್ಡ್‌ಗಳಲ್ಲಿ 100ಕ್ಕೂ ಹೆಚ್ಚು ಸಕ್ರಿಯ ಪ್ರಕರಣಗಳಿವೆ. ವಾರ್ಡ್‌ಗಳಲ್ಲಿ 300 ರಿಂದ 400 ಸೋಂಕಿತರಿದ್ದು, ಈ ವಾರ್ಡ್‌ಗಳ ಮೇಲೆ ವಿಶೇಷ ನಿಗಾ ವಹಿಸಲಾಗಿದೆ. ಜಿಲ್ಲೆಯ 1560 ಗ್ರಾಮಗಳ ಪೈಕಿ 343 ಗ್ರಾಮಗಳು ಕೋವಿಡ್ ಮುಕ್ತವಾಗಿವೆ. ಜಿಲ್ಲಾ ಆಸ್ಪತ್ರೆಯಲ್ಲಿ ವೆಂಟಿಲೇಟರ್, ಆಕ್ಸಿಜನ್ ಸೌಲಭ್ಯವಿರುವ ಹಾಸಿಗೆಗಳನ್ನು ಹೆಚ್ಚಿಸಲಾಗಿದೆ. ಖಾಸಗಿ ಆಸ್ಪತ್ರೆಗಳಲ್ಲಿ ಶೇ.50ರಷ್ಟು ಹಾಸಿಗೆ ಸರ್ಕಾರಿ ಕೋಟಾದಡಿ ಮೀಸಲಿಡಲಾಗಿದೆ. ವೈದ್ಯರು ಹಾಗೂ ಆರೋಗ್ಯ ಸಿಬ್ಬಂದಿಯ ಸೇವೆ ಶ್ಲಾಘನೀಯ. ಗ್ರಾಮೀಣ ಭಾಗದಲ್ಲಿ ಸೋಂಕು ಹರಡುವಿಕೆ ತಡೆಯಲು ಹೆಚ್ಚಿನ ಪರೀಕ್ಷೆ ನಡೆಸಲಾಗುತ್ತಿದೆ. ಒಟ್ಟು 4500 ಕೋವಿಡ್ ಹಾಸಿಗೆ ಸಿದ್ಧಪಡಿಸಲಾಗಿದ್ದು, ಲಸಿಕೆ ಅಭಿಯಾನ ಮುಂದುವರಿದಿದೆ ಎಂದು ಹೇಳಿದರು. bbox=[52, 946, 290, 1093]
coop-body: ಬೆಂಗಳೂರು: ಸಹಕಾರ ಸಂಘಗಳ ಮೂಲಕ ಸದಸ್ಯರು ಪಡೆದಿರುವ ಸಾಲದ ಕಂತುಗಳ ಪಾವತಿಯನ್ನು ಮುಂದೂಡಿರುವ ಸರ್ಕಾರ ಜೂನ್ ಬಳಿಕ ಬಡ್ಡಿ ಸಹಿತ ಕಟ್ಟಬೇಕು ಎಂದು ಆದೇಶ ಹೊರಡಿಸಿದೆ. ಈ ಸೂಚನೆಯನ್ನು ಕಡ್ಡಾಯ ಪಾಲಿಸಬೇಕೆಂದು ಎಲ್ಲಾ ಸಹಕಾರ ಸಂಘಗಳಿಗೆ ನಿರ್ದೇಶನ ನೀಡಲಾಗಿದೆ. ಸಾಲಗಾರರು ನಿಗದಿತ ಅವಧಿಯಲ್ಲಿ ಕಂತು ಪಾವತಿಸಬೇಕು. bbox=[592, 962, 891, 993]
cases-table bbox=[646, 572, 778, 660]
issue-date: ಮಂಗಳವಾರ 1 ಜೂನ್ 2021 bbox=[769, 53, 892, 67]
article-body: ಯಾವ ಸಾಮಾಜಿಕ ಅಂತರವೂ ಇಲ್ಲದ ಕಾರಣ ಗಸ್ತು ತಿರುಗುತ್ತಿದ್ದ ಆಯಾ ವ್ಯಾಪ್ತಿಯ ಠಾಣಾ ಪೊಲೀಸರು ಹಾಗೂ ಮೈಸೂರು ಮಹಾನಗರ ಪಾಲಿಕೆ ಆರೋಗ್ಯ ನಿರೀಕ್ಷಕರು, ಎಷ್ಟೇ ಹೇಳಿದರೂ ಜಗ್ಗದೇ ಅಗತ್ಯ ವಸ್ತು ಖರೀದಿಯಲ್ಲಿ ನಿರತರಾಗಿದ್ದುದೂ ಕಂಡು ಬಂದಿತು. ಸೋಮವಾರವಾದರೂ: ಸಾಮಾನ್ಯವಾಗಿ ಸೋಮವಾರ, ಗುರುವಾರ ಮತ್ತು ಶನಿವಾರ ಮಾತ್ರ ಅಗತ್ಯ ವಸ್ತುಗಳ ಖರೀದಿಗೆ ಅವಕಾಶ ನೀಡಲಾಗಿದೆ. ಬೆಳಿಗ್ಗೆ 6 ರಿಂದ 10 ಗಂಟೆಯವರೆಗೆ ಜನರು ಮಾರುಕಟ್ಟೆಗಳಲ್ಲಿ ಮುಗಿಬಿದ್ದರು. ದೇವರಾಜ ಮಾರುಕಟ್ಟೆ, ಸಂತೆಪೇಟೆ, ಅಗ್ರಹಾರ, ಶಿವರಾಂಪೇಟೆ, ಸಯ್ಯಾಜಿರಾವ್ ರಸ್ತೆ, ಇರ್ವಿನ್ ರಸ್ತೆ, ಅಶೋಕ ರಸ್ತೆಗಳಲ್ಲಿ ಜನಜಂಗುಳಿ ಕಂಡುಬಂದಿತು. ಮಧ್ಯಾಹ್ನದ ವೇಳೆ: ಬೆಳಿಗ್ಗೆ 6 ಗಂಟೆಯಿಂದ ಅವಕಾಶವಿದ್ದರೂ ಎಂಟರಿಂದ ಒಂಬತ್ತರ ವೇಳೆಗೆ ವೈನ್‌ಸ್ಟೋರ್‌ಗಳ ಮುಂದೆ 5.30ಕ್ಕೆ ಸಾಲುಗಟ್ಟಿ ನಿಂತಿದ್ದರು. ಹೆಚ್ಚುವರಿ ಪೊಲೀಸ್ ಸಿಬ್ಬಂದಿ ನಿಯೋಜಿಸಲಾಗಿತ್ತು. ಬಸ್ ನಿಲ್ದಾಣ ಹಾಗೂ ರೈಲು ನಿಲ್ದಾಣದ ಸುತ್ತಮುತ್ತ ವಾಹನ ಸಂಚಾರ ಹೆಚ್ಚಾಗಿತ್ತು. ನಂಜುಮಳಿಗೆ, ಕೆ.ಆರ್.ವೃತ್ತ, ಚಾಮರಾಜ ವೃತ್ತ, ರಾಮಸ್ವಾಮಿ ವೃತ್ತಗಳಲ್ಲಿ ಪೊಲೀಸರು ಬ್ಯಾರಿಕೇಡ್ ಹಾಕಿ ವಾಹನಗಳನ್ನು ತಪಾಸಣೆ ನಡೆಸಿದರು. 10 ಗಂಟೆಯ ನಂತರ ಅನಗತ್ಯವಾಗಿ ಓಡಾಡುತ್ತಿದ್ದ ವಾಹನಗಳನ್ನು ವಶಕ್ಕೆ ಪಡೆದು ದಂಡ ವಿಧಿಸಲಾಯಿತು. ಲಾಕ್‌ಡೌನ್ ಉಲ್ಲಂಘಿಸಿದವರ ವಿರುದ್ಧ ಪ್ರಕರಣ ದಾಖಲಿಸಲಾಗಿದೆ. ಸಣ್ಣಪುಟ್ಟ ಅಂಗಡಿಗಳು, ತರಕಾರಿ, ಹಣ್ಣು, ಹಾಲು, ಮಾಂಸ, ಮೀನು ಮಾರಾಟ ಮಳಿಗೆಗಳ ಮುಂದೆ ಜನರು ಸಾಲುಗಟ್ಟಿ ನಿಂತಿದ್ದರು. ಬೇಕರಿ, ಔಷಧ ಅಂಗಡಿ, ಸ್ಟೇಷನರಿ, ಮೆಡಿಕಲ್ ಶಾಪ್‌ಗಳಲ್ಲೂ ಜನದಟ್ಟಣೆ ಕಂಡುಬಂದಿತು. bbox=[52, 390, 290, 548]
bjp-body bbox=[296, 1067, 655, 1406]
deaths-headline: ಮೈಸೂರು ಜಿಲ್ಲೆಯಲ್ಲಿ ಸ್ವಲ್ಪ ತಗ್ಗಿದ ಸಾವಿನ ಪ್ರಮಾಣ bbox=[536, 510, 853, 532]
coop-headline: ಸಹಕಾರಿ ಸಾಲ ವಸೂಲಿ ಸಂಬಂಧ ಸರ್ಕಾರದ ಕಠಿಣ ನಿಲುವು bbox=[633, 944, 850, 958]
transfers-headline: ಇನ್ಸ್‌ಪೆಕ್ಟರ್‌ಗಳ ವರ್ಗಾವರ್ಗಿ bbox=[696, 1020, 855, 1040]
page-number-badge bbox=[55, 50, 102, 74]
masthead-logo: ಮೈಸೂರು ಮಿತ್ರ bbox=[440, 52, 510, 68]
